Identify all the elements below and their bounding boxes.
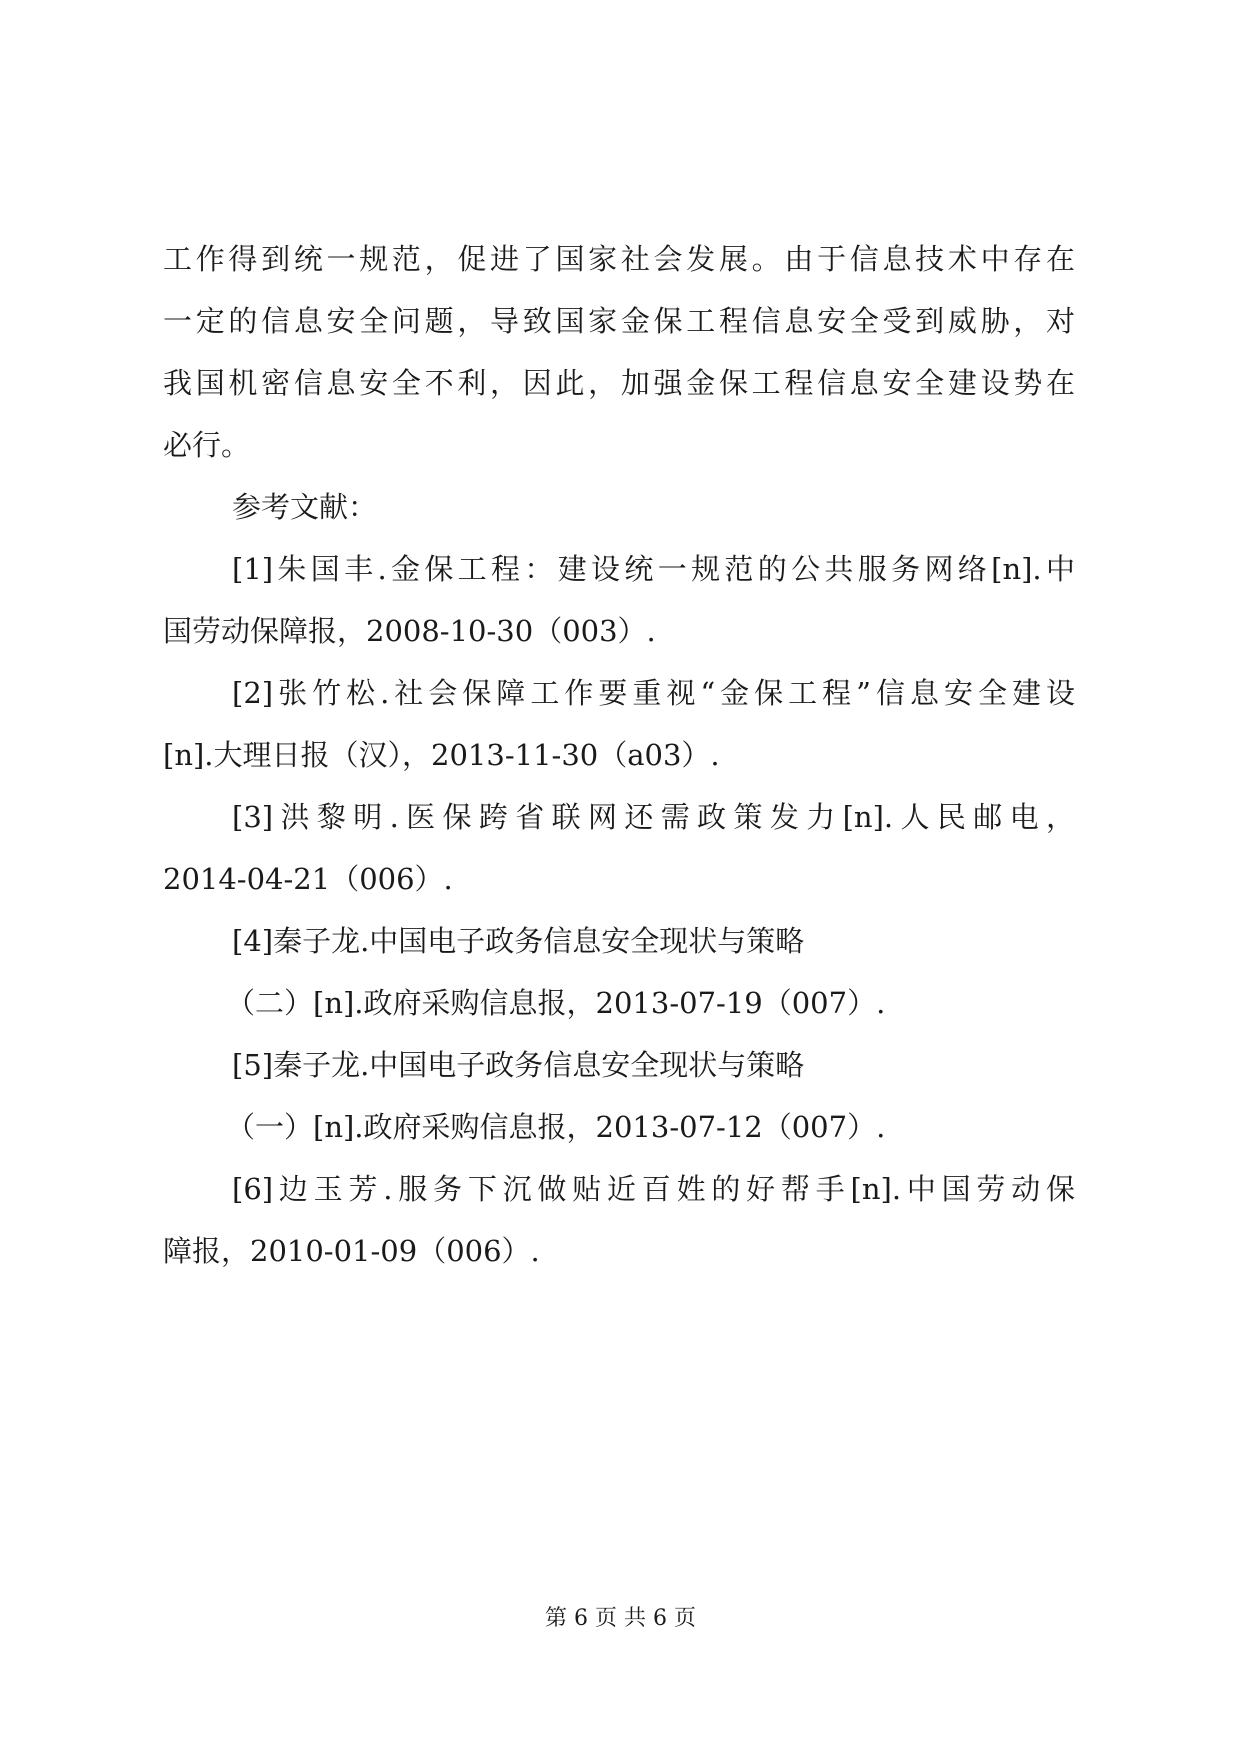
- reference-list: [163, 538, 1075, 1282]
- conclusion-paragraph: [163, 228, 1075, 476]
- reference-line: [n].大理日报（汉），2013-11-30（a03）.: [163, 738, 720, 772]
- document-body: [163, 228, 1075, 1282]
- reference-item-6: [163, 1158, 1075, 1282]
- reference-line: 国劳动保障报，2008-10-30（003）.: [163, 614, 656, 648]
- reference-item-4: [163, 910, 1075, 1034]
- reference-line: [4]秦子龙.中国电子政务信息安全现状与策略: [232, 924, 805, 958]
- paragraph-line: 工作得到统一规范，促进了国家社会发展。由于信息技术中存在: [163, 242, 1075, 276]
- page-number: 第 6 页 共 6 页: [545, 1606, 696, 1631]
- reference-line: [1]朱国丰.金保工程：建设统一规范的公共服务网络[n].中: [232, 552, 1075, 586]
- reference-line: [2]张竹松.社会保障工作要重视“金保工程”信息安全建设: [232, 676, 1075, 710]
- reference-line: [6]边玉芳.服务下沉做贴近百姓的好帮手[n].中国劳动保: [232, 1172, 1075, 1206]
- reference-line: 障报，2010-01-09（006）.: [163, 1234, 540, 1268]
- reference-line: [3]洪黎明.医保跨省联网还需政策发力[n].人民邮电，: [232, 800, 1075, 834]
- reference-item-3: [163, 786, 1075, 910]
- reference-line: 2014-04-21（006）.: [163, 862, 453, 896]
- reference-item-2: [163, 662, 1075, 786]
- reference-line: [5]秦子龙.中国电子政务信息安全现状与策略: [232, 1048, 805, 1082]
- reference-item-5: [163, 1034, 1075, 1158]
- paragraph-line: 一定的信息安全问题，导致国家金保工程信息安全受到威胁，对: [163, 304, 1075, 338]
- reference-item-1: [163, 538, 1075, 662]
- reference-line: （二）[n].政府采购信息报，2013-07-19（007）.: [226, 986, 886, 1020]
- paragraph-line: 我国机密信息安全不利，因此，加强金保工程信息安全建设势在: [163, 366, 1075, 400]
- reference-line: （一）[n].政府采购信息报，2013-07-12（007）.: [226, 1110, 886, 1144]
- paragraph-line: 必行。: [163, 428, 251, 462]
- references-heading: 参考文献：: [232, 490, 378, 524]
